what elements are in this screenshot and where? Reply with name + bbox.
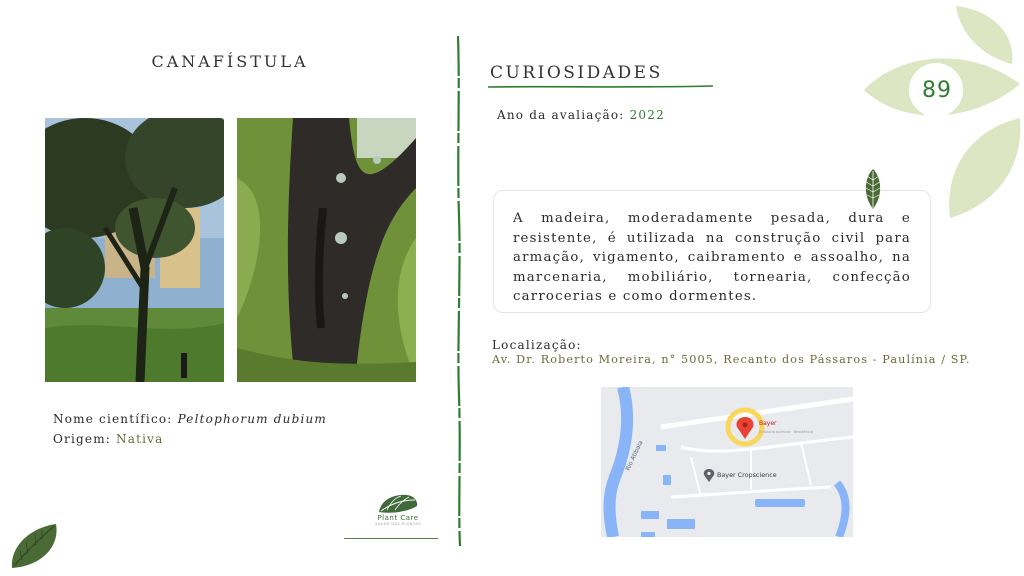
vertical-divider	[452, 36, 466, 546]
origin-line	[53, 432, 164, 446]
page-number: 89	[922, 78, 952, 103]
location-map[interactable]	[601, 387, 853, 537]
section-title: CURIOSIDADES	[490, 63, 663, 83]
location-label: Localização:	[492, 338, 582, 352]
leaf-icon	[8, 520, 62, 572]
pin-label: Bayer	[759, 420, 777, 427]
evaluation-year-label: Ano da avaliação:	[497, 108, 625, 122]
scientific-name-value: Peltophorum dubium	[177, 412, 328, 426]
plant-care-logo	[360, 492, 436, 526]
section-title-underline	[488, 84, 713, 90]
origin-label: Origem:	[53, 432, 112, 446]
place-label: Bayer Cropscience	[717, 471, 777, 479]
leaf-icon	[862, 168, 884, 210]
logo-underline	[344, 538, 438, 539]
origin-value: Nativa	[116, 432, 164, 446]
scientific-name-label: Nome científico:	[53, 412, 173, 426]
trunk-photo	[237, 118, 416, 382]
leaf-top-shape	[956, 6, 1012, 64]
pin-sublabel: Indústria química · Residência	[759, 430, 814, 434]
svg-text:Rio Atibaia: Rio Atibaia	[624, 439, 645, 472]
evaluation-year-line	[497, 108, 665, 122]
logo-name: Plant Care	[377, 514, 419, 522]
scientific-name-line	[53, 412, 327, 426]
location-address: Av. Dr. Roberto Moreira, n° 5005, Recanto dos Pássaros - Paulínia / SP.	[492, 353, 971, 366]
logo-tagline: SAÚDE DAS PLANTAS	[375, 522, 421, 526]
plant-title: CANAFÍSTULA	[151, 52, 309, 71]
evaluation-year-value: 2022	[629, 108, 665, 122]
description-text: A madeira, moderadamente pesada, dura e resistente, é utilizada na construção civil para armação, vigamento, caibramento e assoalho, na marcenaria, mobiliário, tornearia, confecção carrocerias e como dormentes.	[513, 211, 911, 305]
logo-leaf-icon	[377, 492, 419, 514]
tree-photo	[45, 118, 224, 382]
leaf-bottom-shape	[949, 118, 1020, 218]
